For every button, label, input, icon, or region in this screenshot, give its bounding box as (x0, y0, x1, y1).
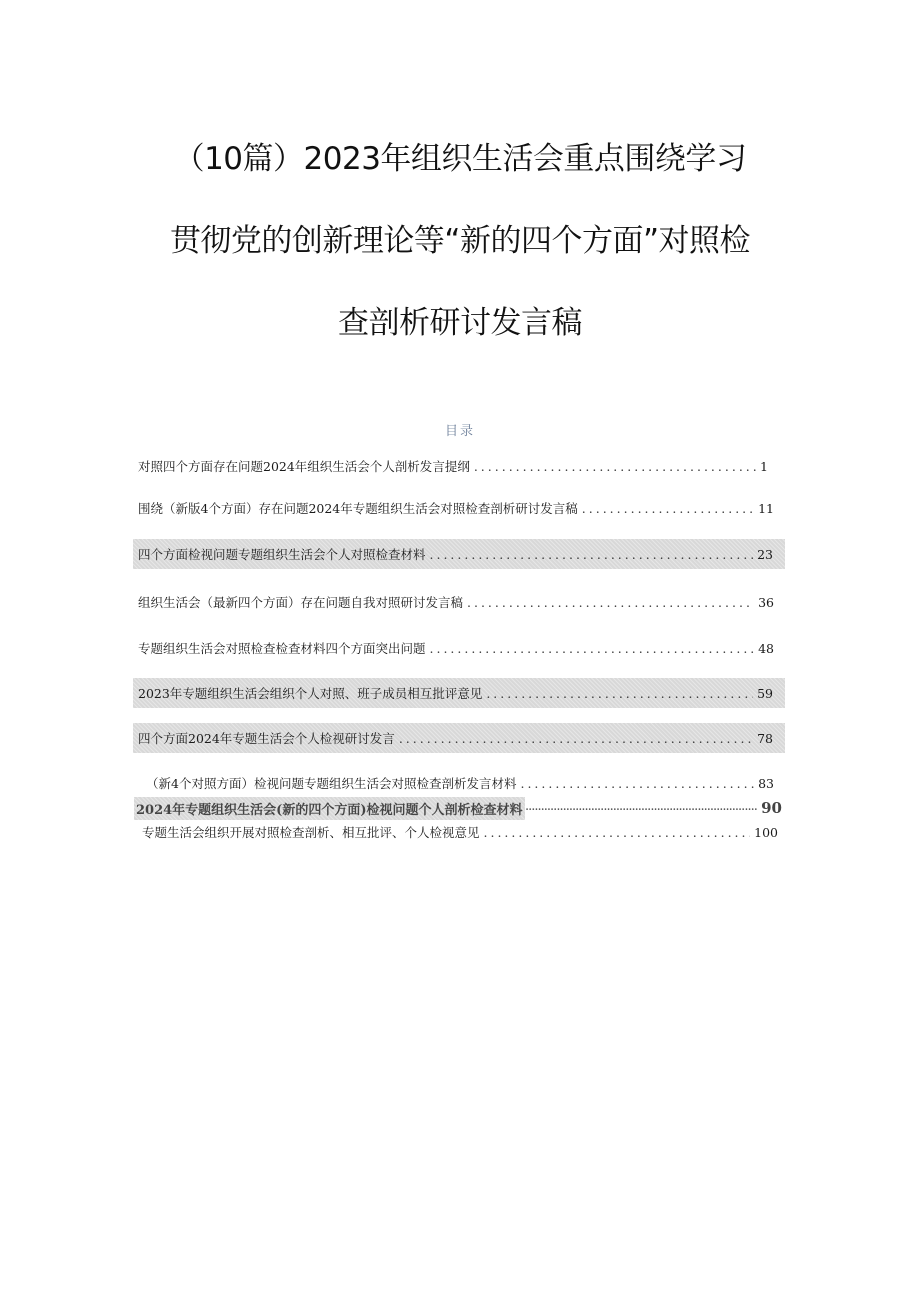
toc-entry[interactable] (138, 456, 768, 476)
toc-entry-page: 23 (757, 546, 773, 562)
toc-leader-dots (484, 825, 751, 840)
toc-leader-dots (520, 776, 754, 791)
toc-leader-dots (399, 731, 753, 746)
toc-entry-page: 48 (758, 640, 774, 656)
toc-entry[interactable] (134, 797, 782, 819)
toc-entry-page: 90 (761, 799, 782, 817)
toc-entry-title: 四个方面2024年专题生活会个人检视研讨发言 (138, 731, 395, 746)
toc-entry-page: 78 (757, 730, 773, 746)
toc-entry-title: 专题组织生活会对照检查检查材料四个方面突出问题 (138, 641, 426, 656)
toc-entry-title: 2023年专题组织生活会组织个人对照、班子成员相互批评意见 (138, 686, 483, 701)
toc-entry-page: 1 (760, 458, 768, 474)
toc-leader-dots (467, 595, 754, 610)
toc-entry[interactable] (138, 592, 774, 612)
toc-entry[interactable] (133, 539, 785, 569)
title-line-3: 查剖析研讨发言稿 (338, 305, 582, 341)
toc-entry-title: 组织生活会（最新四个方面）存在问题自我对照研讨发言稿 (138, 595, 464, 610)
toc-entry[interactable] (142, 822, 778, 842)
toc-entry[interactable] (138, 498, 774, 518)
document-title (0, 118, 920, 364)
toc-leader-dots (525, 803, 757, 813)
title-line-2: 贯彻党的创新理论等“新的四个方面”对照检 (169, 223, 751, 259)
toc-leader-dots (474, 459, 756, 474)
toc-entry[interactable] (146, 773, 774, 793)
toc-leader-dots (486, 686, 753, 701)
toc-entry[interactable] (133, 678, 785, 708)
toc-entry-title: 四个方面检视问题专题组织生活会个人对照检查材料 (138, 547, 426, 562)
toc-leader-dots (582, 501, 754, 516)
toc-entry[interactable] (133, 723, 785, 753)
toc-entry-title: 对照四个方面存在问题2024年组织生活会个人剖析发言提纲 (138, 459, 470, 474)
toc-heading: 目录 (444, 424, 475, 439)
toc-entry-title: （新4个对照方面）检视问题专题组织生活会对照检查剖析发言材料 (146, 776, 517, 791)
toc-leader-dots (430, 547, 754, 562)
toc-entry[interactable] (138, 638, 774, 658)
toc-entry-page: 83 (758, 775, 774, 791)
toc-entry-title: 2024年专题组织生活会(新的四个方面)检视问题个人剖析检查材料 (134, 797, 525, 820)
toc-entry-title: 专题生活会组织开展对照检查剖析、相互批评、个人检视意见 (142, 825, 480, 840)
toc-leader-dots (430, 641, 755, 656)
toc-entry-page: 36 (758, 594, 774, 610)
toc-entry-title: 围绕（新版4个方面）存在问题2024年专题组织生活会对照检查剖析研讨发言稿 (138, 501, 578, 516)
title-line-1: （10篇）2023年组织生活会重点围绕学习 (173, 141, 747, 177)
toc-entry-page: 59 (757, 685, 773, 701)
toc-entry-page: 11 (758, 500, 774, 516)
toc-entry-page: 100 (754, 824, 778, 840)
